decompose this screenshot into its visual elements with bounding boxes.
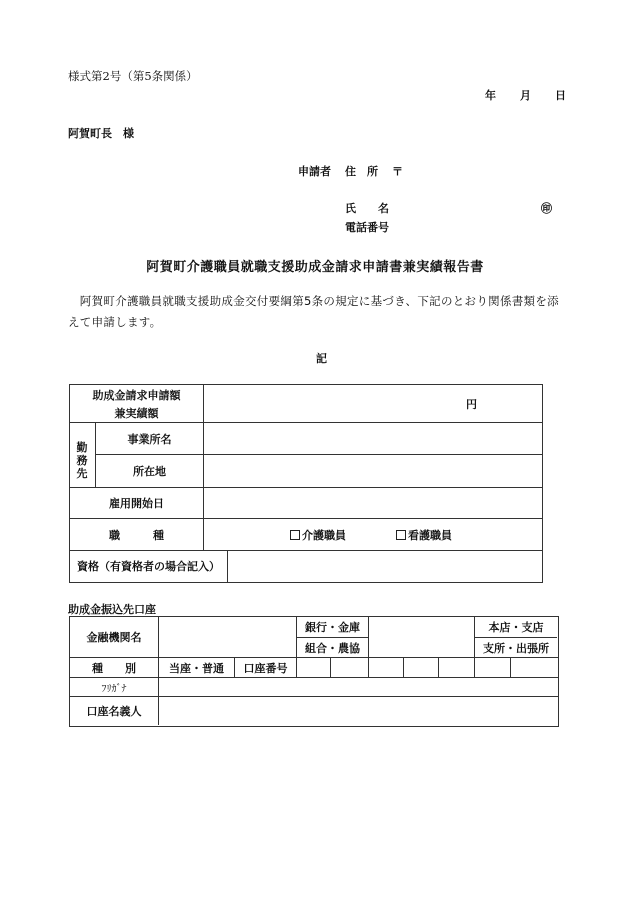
phone-label: 電話番号 — [345, 221, 389, 234]
account-digit-box[interactable] — [297, 658, 330, 677]
date-month: 月 — [520, 89, 531, 102]
location-label: 所在地 — [133, 465, 166, 478]
amount-field[interactable] — [204, 385, 541, 422]
account-type-options[interactable]: 当座・普通 — [169, 661, 224, 675]
form-number: 様式第2号（第5条関係） — [68, 69, 198, 83]
applicant-label: 申請者 — [298, 165, 331, 178]
main-branch-label: 本店・支店 — [488, 621, 544, 634]
type-label: 種 別 — [92, 661, 136, 675]
yen-unit: 円 — [466, 397, 477, 411]
addressee: 阿賀町長 様 — [68, 127, 134, 140]
furigana-label: ﾌﾘｶﾞﾅ — [101, 683, 127, 695]
caregiver-option[interactable] — [290, 519, 360, 550]
date-day: 日 — [555, 89, 566, 102]
nurse-label: 看護職員 — [408, 528, 452, 542]
account-digit-box[interactable] — [475, 658, 510, 677]
postal-mark: 〒 — [392, 165, 403, 178]
job-type-label: 職 種 — [109, 528, 164, 542]
office-name-label: 事業所名 — [127, 432, 172, 446]
account-digit-box[interactable] — [439, 658, 474, 677]
name-label: 氏 名 — [345, 202, 389, 215]
workplace-group-label: 勤 務 先 — [76, 441, 88, 480]
seal-mark: ㊞ — [541, 202, 552, 215]
account-digit-box[interactable] — [404, 658, 438, 677]
institution-label: 金融機関名 — [86, 631, 142, 644]
body-text: 阿賀町介護職員就職支援助成金交付要綱第5条の規定に基づき、下記のとおり関係書類を添えて申請します。 — [68, 294, 559, 329]
amount-label-2: 兼実績額 — [114, 406, 159, 420]
branch-name-field[interactable] — [369, 617, 474, 657]
start-date-field[interactable] — [204, 488, 541, 518]
institution-field[interactable] — [159, 617, 296, 657]
kumiai-nokyo-label: 組合・農協 — [305, 641, 360, 655]
account-digit-box[interactable] — [511, 658, 557, 677]
address-label: 住 所 — [345, 165, 378, 178]
account-digit-box[interactable] — [331, 658, 368, 677]
account-number-label: 口座番号 — [243, 661, 288, 675]
office-name-field[interactable] — [204, 423, 541, 454]
caregiver-checkbox[interactable] — [290, 530, 300, 540]
branch-office-label: 支所・出張所 — [483, 641, 549, 655]
holder-name-field[interactable] — [159, 697, 557, 725]
holder-name-label: 口座名義人 — [86, 705, 142, 718]
amount-label: 助成金請求申請額 — [92, 388, 181, 402]
account-digit-box[interactable] — [369, 658, 403, 677]
location-field[interactable] — [204, 455, 541, 487]
bank-shinkin-label: 銀行・金庫 — [305, 621, 360, 634]
nurse-checkbox[interactable] — [396, 530, 406, 540]
qualification-label: 資格（有資格者の場合記入） — [77, 560, 220, 573]
nurse-option[interactable] — [396, 519, 466, 550]
caregiver-label: 介護職員 — [302, 528, 346, 542]
document-title: 阿賀町介護職員就職支援助成金請求申請書兼実績報告書 — [146, 260, 484, 275]
start-date-label: 雇用開始日 — [109, 497, 164, 510]
note-ki: 記 — [316, 352, 327, 365]
bank-section-title: 助成金振込先口座 — [68, 603, 156, 616]
date-year: 年 — [485, 89, 496, 102]
qualification-field[interactable] — [228, 551, 541, 581]
furigana-field[interactable] — [159, 678, 557, 696]
